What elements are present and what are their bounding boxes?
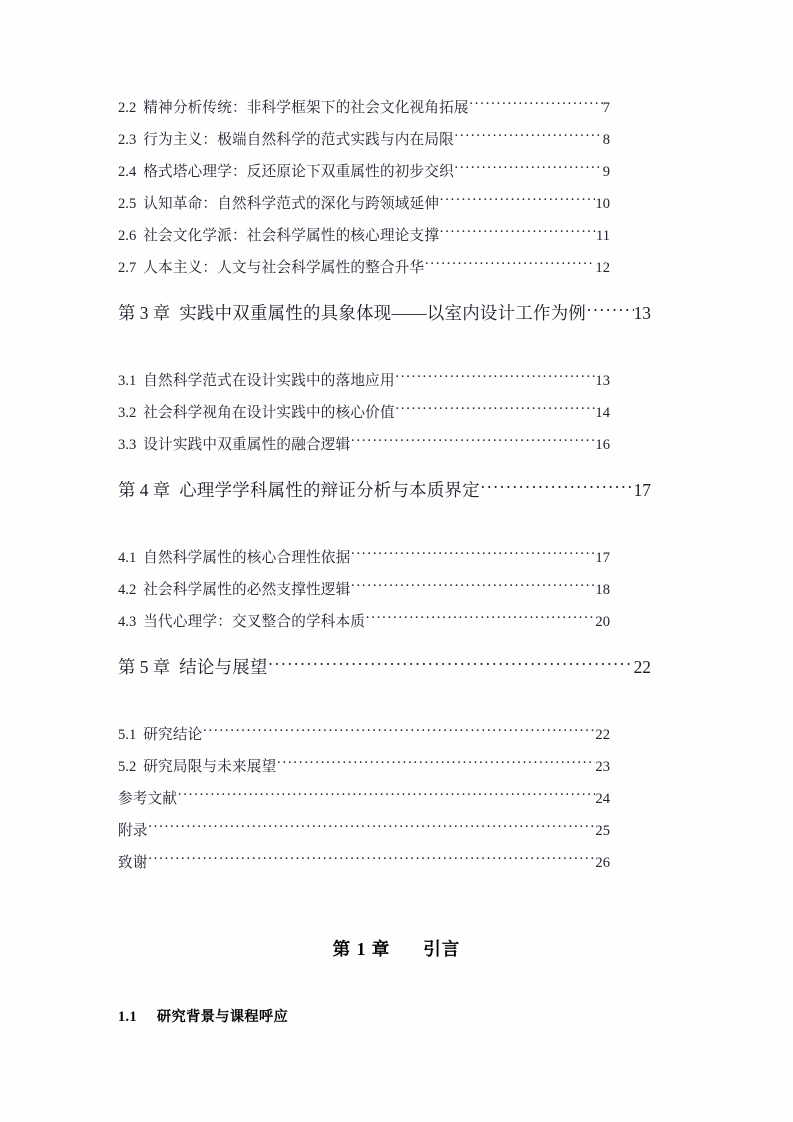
toc-entry-title: 结论与展望 — [179, 657, 268, 677]
toc-chapter-entry[interactable] — [118, 473, 651, 507]
toc-entry-title: 格式塔心理学：反还原论下双重属性的初步交织 — [143, 164, 454, 180]
toc-section-entry[interactable] — [118, 124, 610, 156]
toc-entry-number: 2.4 — [118, 164, 137, 180]
toc-section-entry[interactable] — [118, 156, 610, 188]
toc-entry-number: 4.3 — [118, 614, 137, 630]
toc-spacer — [118, 638, 653, 650]
toc-page-number: 9 — [602, 164, 610, 180]
toc-page-number: 14 — [595, 405, 610, 421]
toc-page-number: 25 — [595, 823, 610, 839]
toc-entry-number: 第 5 章 — [118, 657, 171, 677]
toc-page-number: 7 — [602, 100, 610, 116]
toc-entry-title: 致谢 — [118, 855, 148, 871]
toc-dot-leader — [424, 257, 595, 272]
toc-entry-title: 精神分析传统：非科学框架下的社会文化视角拓展 — [143, 100, 469, 116]
toc-page-number: 26 — [595, 855, 610, 871]
toc-entry-number: 2.3 — [118, 132, 137, 148]
toc-entry-title: 参考文献 — [118, 791, 178, 807]
body-chapter-name: 引言 — [423, 939, 461, 959]
toc-entry-number: 2.7 — [118, 260, 137, 276]
toc-entry-title: 心理学学科属性的辩证分析与本质界定 — [179, 480, 480, 500]
toc-section-entry[interactable] — [118, 606, 610, 638]
toc-entry-number: 第 3 章 — [118, 303, 171, 323]
body-chapter-heading — [0, 936, 793, 961]
toc-entry-number: 2.5 — [118, 196, 137, 212]
toc-section-entry[interactable] — [118, 542, 610, 574]
toc-dot-leader — [454, 161, 603, 176]
toc-page-number: 24 — [595, 791, 610, 807]
toc-entry-number: 4.1 — [118, 550, 137, 566]
toc-spacer — [118, 330, 653, 365]
toc-entry-number: 5.1 — [118, 727, 137, 743]
toc-dot-leader — [395, 370, 596, 385]
toc-entry-number: 3.1 — [118, 373, 137, 389]
toc-entry-title: 实践中双重属性的具象体现——以室内设计工作为例 — [179, 303, 587, 323]
toc-dot-leader — [454, 129, 603, 144]
toc-dot-leader — [276, 756, 595, 771]
toc-entry-title: 人本主义：人文与社会科学属性的整合升华 — [143, 260, 425, 276]
toc-section-entry[interactable] — [118, 92, 610, 124]
toc-dot-leader — [439, 225, 596, 240]
toc-page-number: 16 — [595, 437, 610, 453]
toc-dot-leader — [480, 479, 634, 496]
toc-page-number: 13 — [595, 373, 610, 389]
body-section-number: 1.1 — [118, 1009, 137, 1025]
toc-dot-leader — [268, 656, 634, 673]
toc-entry-title: 社会文化学派：社会科学属性的核心理论支撑 — [143, 228, 440, 244]
toc-entry-number: 第 4 章 — [118, 480, 171, 500]
toc-dot-leader — [350, 579, 595, 594]
toc-entry-number: 3.2 — [118, 405, 137, 421]
toc-spacer — [118, 507, 653, 542]
toc-entry-title: 附录 — [118, 823, 148, 839]
toc-page-number: 17 — [633, 480, 651, 500]
toc-entry-title: 自然科学范式在设计实践中的落地应用 — [143, 373, 395, 389]
toc-entry-title: 社会科学属性的必然支撑性逻辑 — [143, 582, 351, 598]
toc-section-entry[interactable] — [118, 220, 610, 252]
body-section-heading — [118, 1006, 288, 1026]
toc-page-number: 13 — [633, 303, 651, 323]
toc-spacer — [118, 461, 653, 473]
toc-entry-number: 4.2 — [118, 582, 137, 598]
toc-chapter-entry[interactable] — [118, 296, 651, 330]
toc-section-entry[interactable] — [118, 719, 610, 751]
toc-entry-title: 设计实践中双重属性的融合逻辑 — [143, 437, 351, 453]
toc-entry-number: 3.3 — [118, 437, 137, 453]
toc-page-number: 17 — [595, 550, 610, 566]
toc-entry-number: 2.6 — [118, 228, 137, 244]
toc-entry-title: 研究结论 — [143, 727, 203, 743]
toc-section-entry[interactable] — [118, 847, 610, 879]
toc-section-entry[interactable] — [118, 429, 610, 461]
toc-page-number: 23 — [595, 759, 610, 775]
toc-dot-leader — [350, 434, 595, 449]
toc-dot-leader — [148, 820, 596, 835]
toc-section-entry[interactable] — [118, 783, 610, 815]
toc-section-entry[interactable] — [118, 815, 610, 847]
body-chapter-number: 第 1 章 — [332, 939, 391, 959]
body-section-name: 研究背景与课程呼应 — [156, 1009, 289, 1025]
toc-dot-leader — [439, 193, 595, 208]
toc-page-number: 8 — [602, 132, 610, 148]
toc-page-number: 22 — [633, 657, 651, 677]
toc-entry-title: 行为主义：极端自然科学的范式实践与内在局限 — [143, 132, 454, 148]
toc-entry-title: 社会科学视角在设计实践中的核心价值 — [143, 405, 395, 421]
toc-entry-number: 5.2 — [118, 759, 137, 775]
toc-section-entry[interactable] — [118, 365, 610, 397]
toc-page-number: 18 — [595, 582, 610, 598]
toc-page-number: 20 — [595, 614, 610, 630]
toc-dot-leader — [177, 788, 595, 803]
toc-spacer — [118, 684, 653, 719]
toc-dot-leader — [395, 402, 596, 417]
toc-entry-number: 2.2 — [118, 100, 137, 116]
toc-page-number: 10 — [595, 196, 610, 212]
toc-entry-title: 研究局限与未来展望 — [143, 759, 277, 775]
toc-dot-leader — [350, 547, 595, 562]
toc-page-number: 11 — [595, 228, 610, 244]
toc-section-entry[interactable] — [118, 397, 610, 429]
toc-spacer — [118, 284, 653, 296]
toc-chapter-entry[interactable] — [118, 650, 651, 684]
toc-dot-leader — [469, 97, 603, 112]
table-of-contents — [118, 92, 653, 879]
toc-section-entry[interactable] — [118, 188, 610, 220]
toc-dot-leader — [148, 852, 596, 867]
toc-page-number: 22 — [595, 727, 610, 743]
toc-entry-title: 认知革命：自然科学范式的深化与跨领域延伸 — [143, 196, 440, 212]
toc-section-entry[interactable] — [118, 252, 610, 284]
toc-section-entry[interactable] — [118, 751, 610, 783]
toc-dot-leader — [586, 302, 634, 319]
toc-dot-leader — [365, 611, 595, 626]
toc-page-number: 12 — [595, 260, 610, 276]
toc-entry-title: 自然科学属性的核心合理性依据 — [143, 550, 351, 566]
toc-section-entry[interactable] — [118, 574, 610, 606]
toc-dot-leader — [202, 724, 595, 739]
toc-entry-title: 当代心理学：交叉整合的学科本质 — [143, 614, 366, 630]
